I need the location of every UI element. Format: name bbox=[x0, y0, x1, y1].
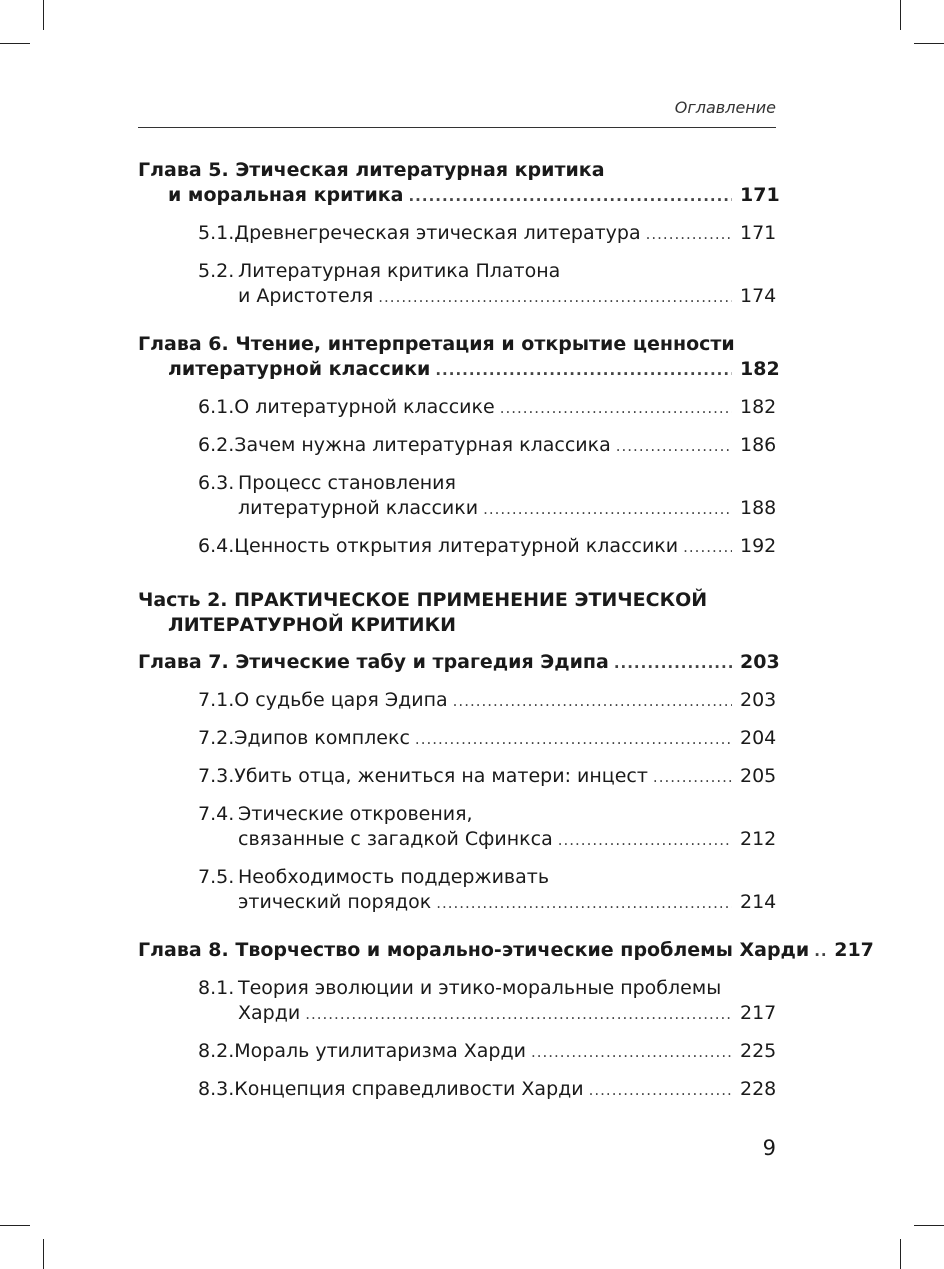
dot-leader bbox=[453, 689, 732, 714]
section-number: 6.4. bbox=[198, 535, 235, 557]
toc-entry-title bbox=[198, 688, 776, 714]
toc-entry-continuation bbox=[138, 183, 780, 209]
section-number: 6.1. bbox=[198, 396, 235, 418]
dot-leader bbox=[483, 497, 732, 522]
dot-leader bbox=[616, 434, 732, 459]
section-number: 6.3. bbox=[198, 472, 235, 494]
crop-mark bbox=[43, 0, 44, 30]
table-of-contents bbox=[138, 158, 874, 1103]
toc-section bbox=[138, 726, 776, 752]
toc-entry-continuation bbox=[198, 827, 776, 853]
entry-page-number: 225 bbox=[740, 1040, 777, 1062]
entry-page-number: 182 bbox=[740, 358, 780, 380]
toc-section bbox=[138, 1039, 776, 1065]
toc-entry-title bbox=[198, 802, 776, 827]
entry-page-number: 182 bbox=[740, 396, 777, 418]
section-number: 5.2. bbox=[198, 260, 235, 282]
entry-page-number: 205 bbox=[740, 765, 777, 787]
entry-page-number: 212 bbox=[740, 828, 777, 850]
dot-leader bbox=[589, 1078, 732, 1103]
dot-leader bbox=[653, 765, 732, 790]
entry-text: Концепция справедливости Харди bbox=[234, 1078, 584, 1100]
toc-entry-title bbox=[198, 976, 776, 1001]
entry-text: Процесс становления bbox=[238, 472, 456, 494]
toc-section bbox=[138, 433, 776, 459]
entry-page-number: 203 bbox=[740, 689, 777, 711]
toc-section bbox=[138, 1077, 776, 1103]
dot-leader bbox=[683, 535, 732, 560]
entry-text: Зачем нужна литературная классика bbox=[234, 434, 611, 456]
dot-leader bbox=[646, 222, 732, 247]
entry-text: и моральная критика bbox=[168, 184, 404, 206]
entry-page-number: 186 bbox=[740, 434, 777, 456]
entry-text: Древнегреческая этическая литература bbox=[234, 222, 641, 244]
toc-section bbox=[138, 471, 776, 522]
entry-text: О судьбе царя Эдипа bbox=[234, 689, 448, 711]
section-number: 7.3. bbox=[198, 765, 235, 787]
toc-entry-title bbox=[138, 158, 776, 183]
entry-text: Эдипов комплекс bbox=[234, 727, 410, 749]
section-number: 5.1. bbox=[198, 222, 235, 244]
toc-entry-title bbox=[198, 1077, 776, 1103]
toc-entry-title bbox=[138, 650, 780, 676]
entry-text: Часть 2. ПРАКТИЧЕСКОЕ ПРИМЕНЕНИЕ ЭТИЧЕСКОЙ bbox=[138, 589, 708, 611]
entry-text: Необходимость поддерживать bbox=[238, 866, 550, 888]
entry-page-number: 217 bbox=[834, 939, 874, 961]
toc-section bbox=[138, 259, 776, 310]
entry-page-number: 171 bbox=[740, 222, 777, 244]
toc-section bbox=[138, 802, 776, 853]
toc-chapter bbox=[138, 158, 780, 209]
toc-chapter bbox=[138, 332, 780, 383]
toc-entry-continuation bbox=[198, 1001, 776, 1027]
toc-entry-continuation bbox=[198, 890, 776, 916]
page-number: 9 bbox=[762, 1136, 776, 1160]
toc-section bbox=[138, 865, 776, 916]
dot-leader bbox=[500, 396, 732, 421]
toc-entry-title bbox=[198, 534, 776, 560]
entry-text: Мораль утилитаризма Харди bbox=[234, 1040, 526, 1062]
entry-text: Этические откровения, bbox=[238, 803, 473, 825]
toc-section bbox=[138, 534, 776, 560]
dot-leader bbox=[614, 651, 732, 676]
dot-leader bbox=[531, 1040, 732, 1065]
entry-text: Ценность открытия литературной классики bbox=[234, 535, 679, 557]
toc-entry-title bbox=[198, 471, 776, 496]
toc-section bbox=[138, 688, 776, 714]
entry-text: Теория эволюции и этико-моральные проблемы bbox=[238, 977, 722, 999]
section-number: 8.1. bbox=[198, 977, 235, 999]
entry-text: Харди bbox=[238, 1002, 301, 1024]
entry-text: литературной классики bbox=[238, 497, 479, 519]
toc-entry-continuation bbox=[198, 496, 776, 522]
entry-text: Глава 5. Этическая литературная критика bbox=[138, 159, 605, 181]
toc-section bbox=[138, 395, 776, 421]
toc-entry-title bbox=[198, 865, 776, 890]
toc-entry-title bbox=[198, 764, 776, 790]
crop-mark bbox=[900, 0, 901, 30]
toc-entry-continuation bbox=[138, 357, 780, 383]
entry-page-number: 171 bbox=[740, 184, 780, 206]
entry-text: Глава 7. Этические табу и трагедия Эдипа bbox=[138, 651, 609, 673]
toc-entry-title bbox=[198, 221, 776, 247]
header-rule bbox=[138, 127, 776, 128]
entry-text: связанные с загадкой Сфинкса bbox=[238, 828, 553, 850]
section-number: 7.1. bbox=[198, 689, 235, 711]
crop-mark bbox=[0, 43, 30, 44]
entry-page-number: 214 bbox=[740, 891, 777, 913]
toc-entry-title bbox=[198, 259, 776, 284]
entry-text: литературной классики bbox=[168, 358, 431, 380]
entry-text: Литературная критика Платона bbox=[238, 260, 561, 282]
entry-page-number: 217 bbox=[740, 1002, 777, 1024]
entry-page-number: 228 bbox=[740, 1078, 777, 1100]
crop-mark bbox=[914, 1225, 944, 1226]
toc-entry-title bbox=[138, 332, 776, 357]
crop-mark bbox=[900, 1239, 901, 1269]
entry-text: Глава 6. Чтение, интерпретация и открытие ценности bbox=[138, 333, 735, 355]
dot-leader bbox=[558, 828, 732, 853]
toc-entry-title bbox=[138, 588, 776, 613]
section-number: 7.4. bbox=[198, 803, 235, 825]
toc-part bbox=[138, 588, 776, 638]
toc-entry-continuation bbox=[138, 613, 776, 638]
entry-page-number: 204 bbox=[740, 727, 777, 749]
entry-page-number: 203 bbox=[740, 651, 780, 673]
crop-mark bbox=[914, 43, 944, 44]
dot-leader bbox=[378, 285, 732, 310]
entry-text: ЛИТЕРАТУРНОЙ КРИТИКИ bbox=[168, 614, 457, 636]
toc-entry-title bbox=[198, 433, 776, 459]
dot-leader bbox=[305, 1002, 732, 1027]
dot-leader bbox=[436, 891, 732, 916]
dot-leader bbox=[435, 358, 732, 383]
entry-text: Убить отца, жениться на матери: инцест bbox=[234, 765, 648, 787]
toc-section bbox=[138, 221, 776, 247]
section-number: 7.2. bbox=[198, 727, 235, 749]
entry-text: Глава 8. Творчество и морально-этические проблемы Харди bbox=[138, 939, 810, 961]
dot-leader bbox=[408, 184, 732, 209]
section-number: 6.2. bbox=[198, 434, 235, 456]
section-number: 8.3. bbox=[198, 1078, 235, 1100]
section-number: 8.2. bbox=[198, 1040, 235, 1062]
entry-page-number: 188 bbox=[740, 497, 777, 519]
toc-chapter bbox=[138, 650, 780, 676]
toc-section bbox=[138, 764, 776, 790]
toc-entry-title bbox=[138, 938, 874, 964]
entry-page-number: 192 bbox=[740, 535, 777, 557]
toc-section bbox=[138, 976, 776, 1027]
entry-text: и Аристотеля bbox=[238, 285, 374, 307]
toc-entry-continuation bbox=[198, 284, 776, 310]
dot-leader bbox=[415, 727, 732, 752]
crop-mark bbox=[0, 1225, 30, 1226]
toc-entry-title bbox=[198, 395, 776, 421]
toc-entry-title bbox=[198, 726, 776, 752]
entry-text: этический порядок bbox=[238, 891, 432, 913]
dot-leader bbox=[814, 939, 826, 964]
toc-entry-title bbox=[198, 1039, 776, 1065]
entry-text: О литературной классике bbox=[234, 396, 495, 418]
section-number: 7.5. bbox=[198, 866, 235, 888]
crop-mark bbox=[43, 1239, 44, 1269]
entry-page-number: 174 bbox=[740, 285, 777, 307]
running-header: Оглавление bbox=[674, 98, 776, 117]
toc-chapter bbox=[138, 938, 874, 964]
